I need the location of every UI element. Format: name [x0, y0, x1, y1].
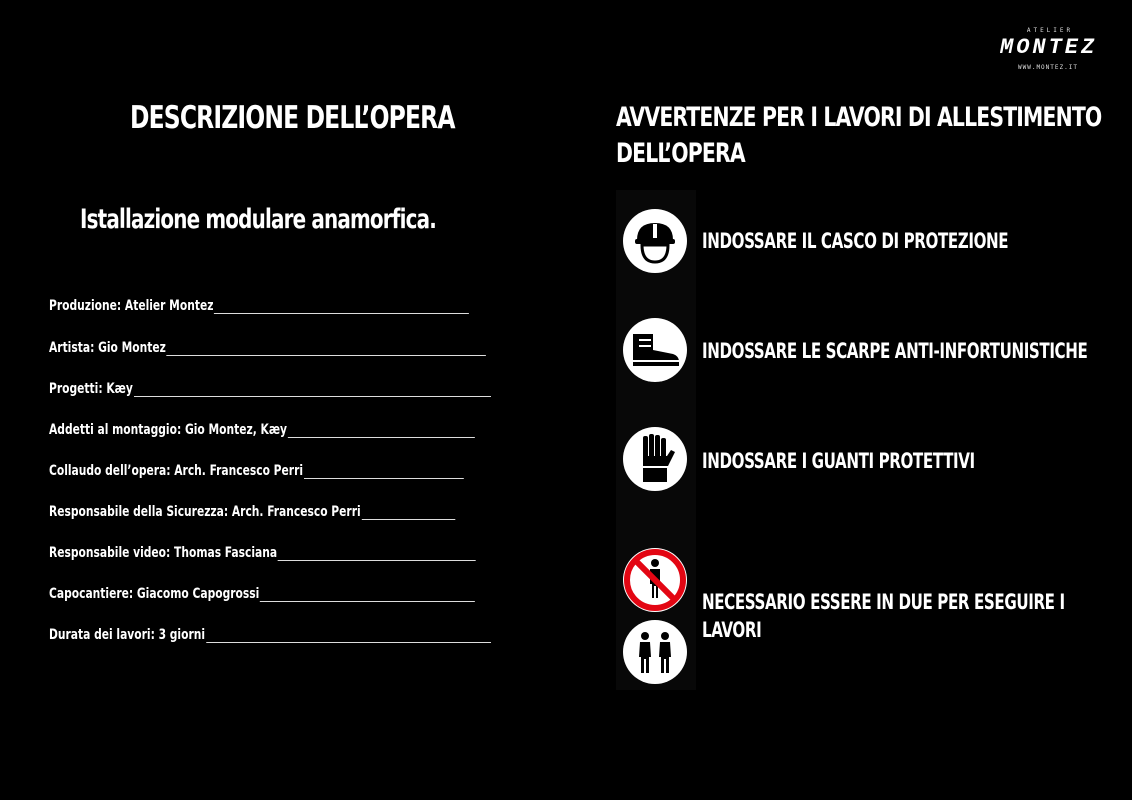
- warning-helmet: INDOSSARE IL CASCO DI PROTEZIONE: [702, 229, 1009, 253]
- artwork-subtitle: Istallazione modulare anamorfica.: [80, 204, 437, 235]
- safety-shoe-icon: [623, 318, 687, 382]
- credit-item: Progetti: Kæy: [49, 381, 491, 397]
- credit-item: Responsabile video: Thomas Fasciana: [49, 545, 476, 561]
- warning-two-workers-line1: NECESSARIO ESSERE IN DUE PER ESEGUIRE I: [702, 590, 1065, 614]
- logo-atelier-text: ATELIER: [1026, 27, 1074, 34]
- warning-two-workers: [702, 588, 1065, 644]
- warning-shoes: INDOSSARE LE SCARPE ANTI-INFORTUNISTICHE: [702, 339, 1088, 363]
- two-workers-icon: [623, 620, 687, 684]
- credit-item: Artista: Gio Montez: [49, 340, 486, 356]
- warnings-title-line1: AVVERTENZE PER I LAVORI DI ALLESTIMENTO: [616, 102, 1102, 133]
- warnings-title: [616, 100, 1101, 172]
- helmet-icon: [623, 209, 687, 273]
- credit-item: Produzione: Atelier Montez: [49, 298, 469, 314]
- credit-item: Collaudo dell’opera: Arch. Francesco Perri: [49, 463, 464, 479]
- warnings-title-line2: DELL’OPERA: [616, 138, 745, 169]
- description-title: DESCRIZIONE DELL’OPERA: [130, 100, 455, 136]
- warning-gloves: INDOSSARE I GUANTI PROTETTIVI: [702, 449, 975, 473]
- credit-item: Responsabile della Sicurezza: Arch. Francesco Perri: [49, 504, 455, 520]
- logo-montez: MONTEZ: [1000, 35, 1098, 60]
- glove-icon: [623, 427, 687, 491]
- logo-url: WWW.MONTEZ.IT: [1018, 64, 1078, 71]
- credit-item: Capocantiere: Giacomo Capogrossi: [49, 586, 475, 602]
- credit-item: Durata dei lavori: 3 giorni: [49, 627, 491, 643]
- warning-two-workers-line2: LAVORI: [702, 618, 762, 642]
- no-lone-worker-icon: [623, 548, 687, 612]
- credit-item: Addetti al montaggio: Gio Montez, Kæy: [49, 422, 475, 438]
